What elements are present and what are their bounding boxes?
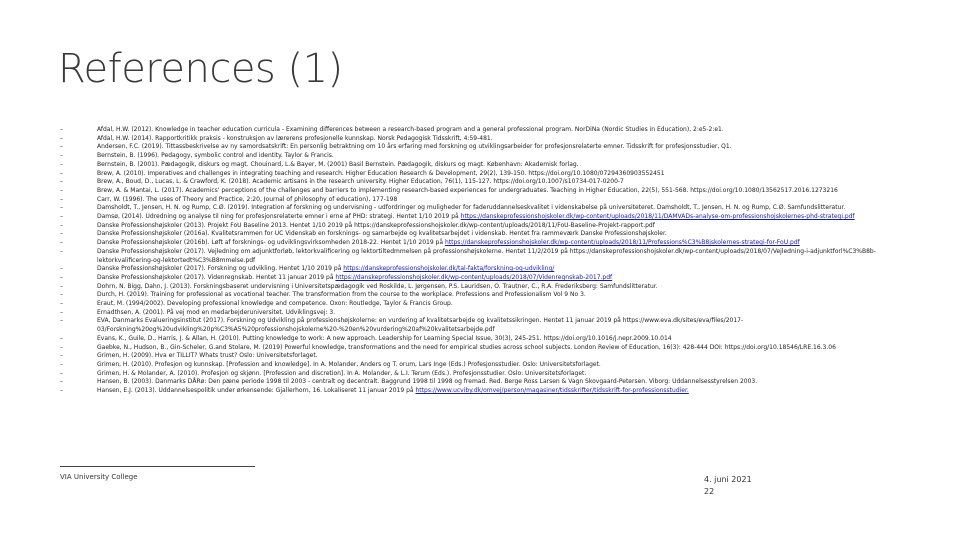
reference-item — [60, 178, 900, 187]
bullet-dash: – — [60, 378, 63, 386]
bullet-dash: – — [60, 308, 63, 316]
bullet-dash: – — [60, 282, 63, 290]
reference-item — [60, 152, 900, 161]
bullet-dash: – — [60, 204, 63, 212]
reference-item — [60, 274, 900, 283]
reference-text: Brew, A., Boud, D., Lucas, L. & Crawford, K. (2018). Academic artisans in the research university. Higher Education, 76(1), 115-127. https://doi.org/10.1007/s10734-017-0200-7 — [97, 178, 624, 186]
reference-item — [60, 378, 900, 387]
reference-item — [60, 344, 900, 353]
reference-item — [60, 230, 900, 239]
reference-link[interactable]: https://www.ucviby.dk/omvej/person/magasiner/tidsskrifter/tidsskrift-for-professionsstudier. — [415, 387, 689, 395]
reference-text: Grimen, H. (2010). Profesjon og kunnskap. [Profession and knowledge]. In A. Molander, Anders og T. orum, Lars Inge (Eds.) Profesjonsstudier. Oslo: Universitetsforlaget. — [97, 360, 601, 368]
reference-item — [60, 283, 900, 292]
footer-divider — [60, 466, 255, 467]
bullet-dash: – — [60, 213, 63, 221]
reference-text: Danske Professionshøjskoler (2017). Vejledning om adjunktforløb, lektorkvalificering og lektortiltedmmelsen på professionshøjskolerne. Hentet 11/2/2019 på https://danskeprofessionshojskoler.dk/wp-content/uploads/2018/07/Vejledning-i-adjunktforl%C3%B8b-lektorkvalificering-og-lektortedt%C3%B8mmelse.pdf — [97, 247, 876, 264]
bullet-dash: – — [60, 195, 63, 203]
reference-item — [60, 387, 900, 396]
reference-item — [60, 196, 900, 205]
reference-text: Danske Professionshøjskoler (2017). Forskning og udvikling. Hentet 1/10 2019 på — [97, 265, 344, 273]
reference-item — [60, 222, 900, 231]
bullet-dash: – — [60, 343, 63, 351]
bullet-dash: – — [60, 230, 63, 238]
reference-text: Andersen, F.C. (2019). Tittassbeskrivelse av ny samordsatskrift: En personlig betraktning om 10 års erfaring med forskning og utviklingsarbeider for profesjonsrelaterte emner. Tidsskrift for profesjonsstudier, Q1. — [97, 143, 732, 151]
bullet-dash: – — [60, 126, 63, 133]
reference-item — [60, 135, 900, 144]
reference-item — [60, 352, 900, 361]
reference-link[interactable]: https://danskeprofessionshojskoler.dk/wp-content/uploads/2018/11/DAMVADs-analyse-om-professionshojskolernes-phd-strategi.pdf — [460, 213, 855, 221]
reference-text: Evans, K., Guile, D., Harris, J. & Allan, H. (2010). Putting knowledge to work: A new approach. Leadership for Learning Special Issue, 30(3), 245-251. https://doi.org/10.1016/j.nepr.2009.10.014 — [97, 334, 672, 342]
bullet-dash: – — [60, 178, 63, 186]
bullet-dash: – — [60, 317, 63, 325]
bullet-dash: – — [60, 265, 63, 273]
reference-text: EVA, Danmarks Evalueringsinstitut (2017). Forskning og Udvikling på professionshøjskolerne: en vurdering af kvalitetsarbejde og kvalitetssikringen. Hentet 11 januar 2019 på https://www.eva.dk/sites/eva/files/2017-03/Forskning%20og%20udvikling%20p%C3%A5%20professionshojskolerne%20-%20en%20vurdering%20af%20kvalitetsarbejde.pdf — [97, 317, 744, 334]
reference-text: Eraut, M. (1994/2002). Developing professional knowledge and competence. Oxon: Routledge, Taylor & Francis Group. — [97, 300, 453, 308]
footer-page-number: 22 — [704, 487, 715, 496]
reference-item — [60, 143, 900, 152]
reference-text: Brew, A. & Mantai, L. (2017). Academics' perceptions of the challenges and barriers to implementing research-based experiences for undergraduates. Teaching in Higher Education, 22(5), 551-568. https://doi.org/10.1080/13562517.2016.1273216 — [97, 186, 838, 194]
reference-text: Grimen, H. (2009). Hva er TILLIT? Whats trust? Oslo: Universitetsforlaget. — [97, 352, 318, 360]
reference-text: Damsholdt, T., Jensen, H. N. og Rump, C.Ø. (2019). Integration af forskning og undervisning - udfordringer og muligheder for faderuddannelseskvalitet i videnskabelse på universiteteret. Damsholdt, T., Jensen, H. N. og Rump, C.Ø. Samfundslitteratur. — [97, 204, 846, 212]
bullet-dash: – — [60, 387, 63, 395]
reference-item — [60, 370, 900, 379]
reference-text: Danske Professionshøjskoler (2016b). Løft af forsknings- og udviklingsvirksomheden 2018-22. Hentet 1/10 2019 på — [97, 239, 445, 247]
footer-institution: VIA University College — [60, 473, 138, 481]
reference-text: Hansen, B. (2003). Danmarks DÅRø: Den pæne periode 1998 til 2003 - centralt og decentralt. Baggrund 1998 til 1998 og fremad. Red. Berge Ross Larsen & Vagn Skovgaard-Petersen. Viborg: Uddannelsesstyrelsen 2003. — [97, 378, 758, 386]
reference-text: Danske Professionshøjskoler (2016a). Kvalitetsrammen for UC Videnskab en forsknings- og samarbejde og kvalitetsarbejdet i videnskab. Hentet fra rammeværk Danske Professionshøjskoler. — [97, 230, 667, 238]
footer-date: 4. juni 2021 — [704, 475, 752, 484]
reference-text: Afdal, H.W. (2014). Rapportkritikk praksis - konstruksjon av lærerens profesjonelle kunnskap. Norsk Pedagogisk Tidsskrift, 4:59-481. — [97, 134, 493, 142]
reference-item — [60, 161, 900, 170]
reference-text: Danske Professionshøjskoler (2013). Projekt FoU Baseline 2013. Hentet 1/10 2019 på https://danskeprofessionshojskoler.dk/wp-content/uploads/2018/11/FoU-Baseline-Projekt-rapport.pdf — [97, 221, 655, 229]
reference-item — [60, 335, 900, 344]
reference-text: Ernadthsen, A. (2001). På vej mod en medarbejderuniversitet. Udviklingsvej: 3. — [97, 308, 336, 316]
bullet-dash: – — [60, 291, 63, 299]
reference-item — [60, 248, 900, 265]
reference-link[interactable]: https://danskeprofessionshojskoler.dk/wp-content/uploads/2018/07/Videnregnskab-2017.pdf — [335, 273, 613, 281]
reference-text: Hansen, E.J. (2013). Uddannelsespolitik under ørkensende: Gjallerhorn, 16. Lokaliseret 11 januar 2019 på — [97, 387, 416, 395]
reference-item — [60, 204, 900, 213]
reference-item — [60, 187, 900, 196]
bullet-dash: – — [60, 334, 63, 342]
reference-item — [60, 361, 900, 370]
footer-meta — [704, 474, 752, 498]
reference-item — [60, 239, 900, 248]
reference-link[interactable]: https://danskeprofessionshojskoler.dk/tal-fakta/forskning-og-udvikling/ — [343, 265, 555, 273]
reference-list — [60, 126, 900, 396]
bullet-dash: – — [60, 360, 63, 368]
reference-item — [60, 213, 900, 222]
reference-link[interactable]: https://danskeprofessionshojskoler.dk/wp-content/uploads/2018/11/Professions%C3%B8jskolernes-strategi-for-FoU.pdf — [444, 239, 800, 247]
reference-text: Afdal, H.W. (2012). Knowledge in teacher education curricula - Examining differences between a research-based program and a general professional program. NorDiNa (Nordic Studies in Education), 2:e5-2:e1. — [97, 126, 724, 133]
reference-item — [60, 309, 900, 318]
reference-item — [60, 291, 900, 300]
bullet-dash: – — [60, 186, 63, 194]
bullet-dash: – — [60, 221, 63, 229]
bullet-dash: – — [60, 300, 63, 308]
bullet-dash: – — [60, 169, 63, 177]
reference-item — [60, 265, 900, 274]
reference-item — [60, 170, 900, 179]
reference-item — [60, 126, 900, 135]
bullet-dash: – — [60, 273, 63, 281]
bullet-dash: – — [60, 160, 63, 168]
reference-text: Gaebke, N., Hudson, B., Gin-Scheler, G.and Stolare, M. (2019) Powerful knowledge, transformations and the need for empirical studies across school subjects. London Review of Education, 16(3): 428-444 DOI: https://doi.org/10.18546/LRE.16.3.06 — [97, 343, 836, 351]
reference-item — [60, 300, 900, 309]
bullet-dash: – — [60, 143, 63, 151]
bullet-dash: – — [60, 239, 63, 247]
bullet-dash: – — [60, 247, 63, 255]
reference-text: Bernstein, B. (2001). Pædagogik, diskurs og magt. Chouinard, L.& Bayer, M. (2001) Basil Bernstein. Pædagogik, diskurs og magt. København: Akademisk forlag. — [97, 160, 579, 168]
reference-text: Brew, A. (2010). Imperatives and challenges in integrating teaching and research. Higher Education Research & Development, 29(2), 139-150. https://doi.org/10.1080/07294360903552451 — [97, 169, 665, 177]
bullet-dash: – — [60, 369, 63, 377]
reference-text: Damsø, (2014). Udredning og analyse til ning for profesjonsrelaterte emner i erne af PHD: strategi. Hentet 1/10 2019 på — [97, 213, 461, 221]
reference-text: Durch, H. (2019). Training for professional as vocational teacher. The transformation from the course to the workplace. Professions and Professionalism Vol 9 No 3. — [97, 291, 586, 299]
bullet-dash: – — [60, 134, 63, 142]
page-title: References (1) — [58, 46, 343, 92]
reference-text: Carr, W. (1996). The uses of Theory and Practice, 2:20, Journal of philosophy of education), 177-198 — [97, 195, 398, 203]
bullet-dash: – — [60, 152, 63, 160]
reference-text: Bernstein, B. (1996). Pedagogy, symbolic control and identity. Taylor & Francis. — [97, 152, 334, 160]
reference-text: Grimen, H. & Molander, A. (2010). Profesjon og skjønn. [Profession and discretion]. In A. Molander, & L.I. Terum (Eds.). Profesjonsstudier. Oslo: Universitetsforlaget. — [97, 369, 587, 377]
reference-item — [60, 317, 900, 334]
reference-text: Danske Professionshøjskoler (2017). Videnregnskab. Hentet 11 januar 2019 på — [97, 273, 336, 281]
bullet-dash: – — [60, 352, 63, 360]
reference-text: Dohrn, N. Bigg, Dahn, J. (2013). Forskningsbaseret undervisning i Universitetspædagogik ved Roskilde, L. Jørgensen, P.S. Lauridsen, O. Trautner, C., R.A. Frederiksberg: Samfundslitteratur. — [97, 282, 658, 290]
